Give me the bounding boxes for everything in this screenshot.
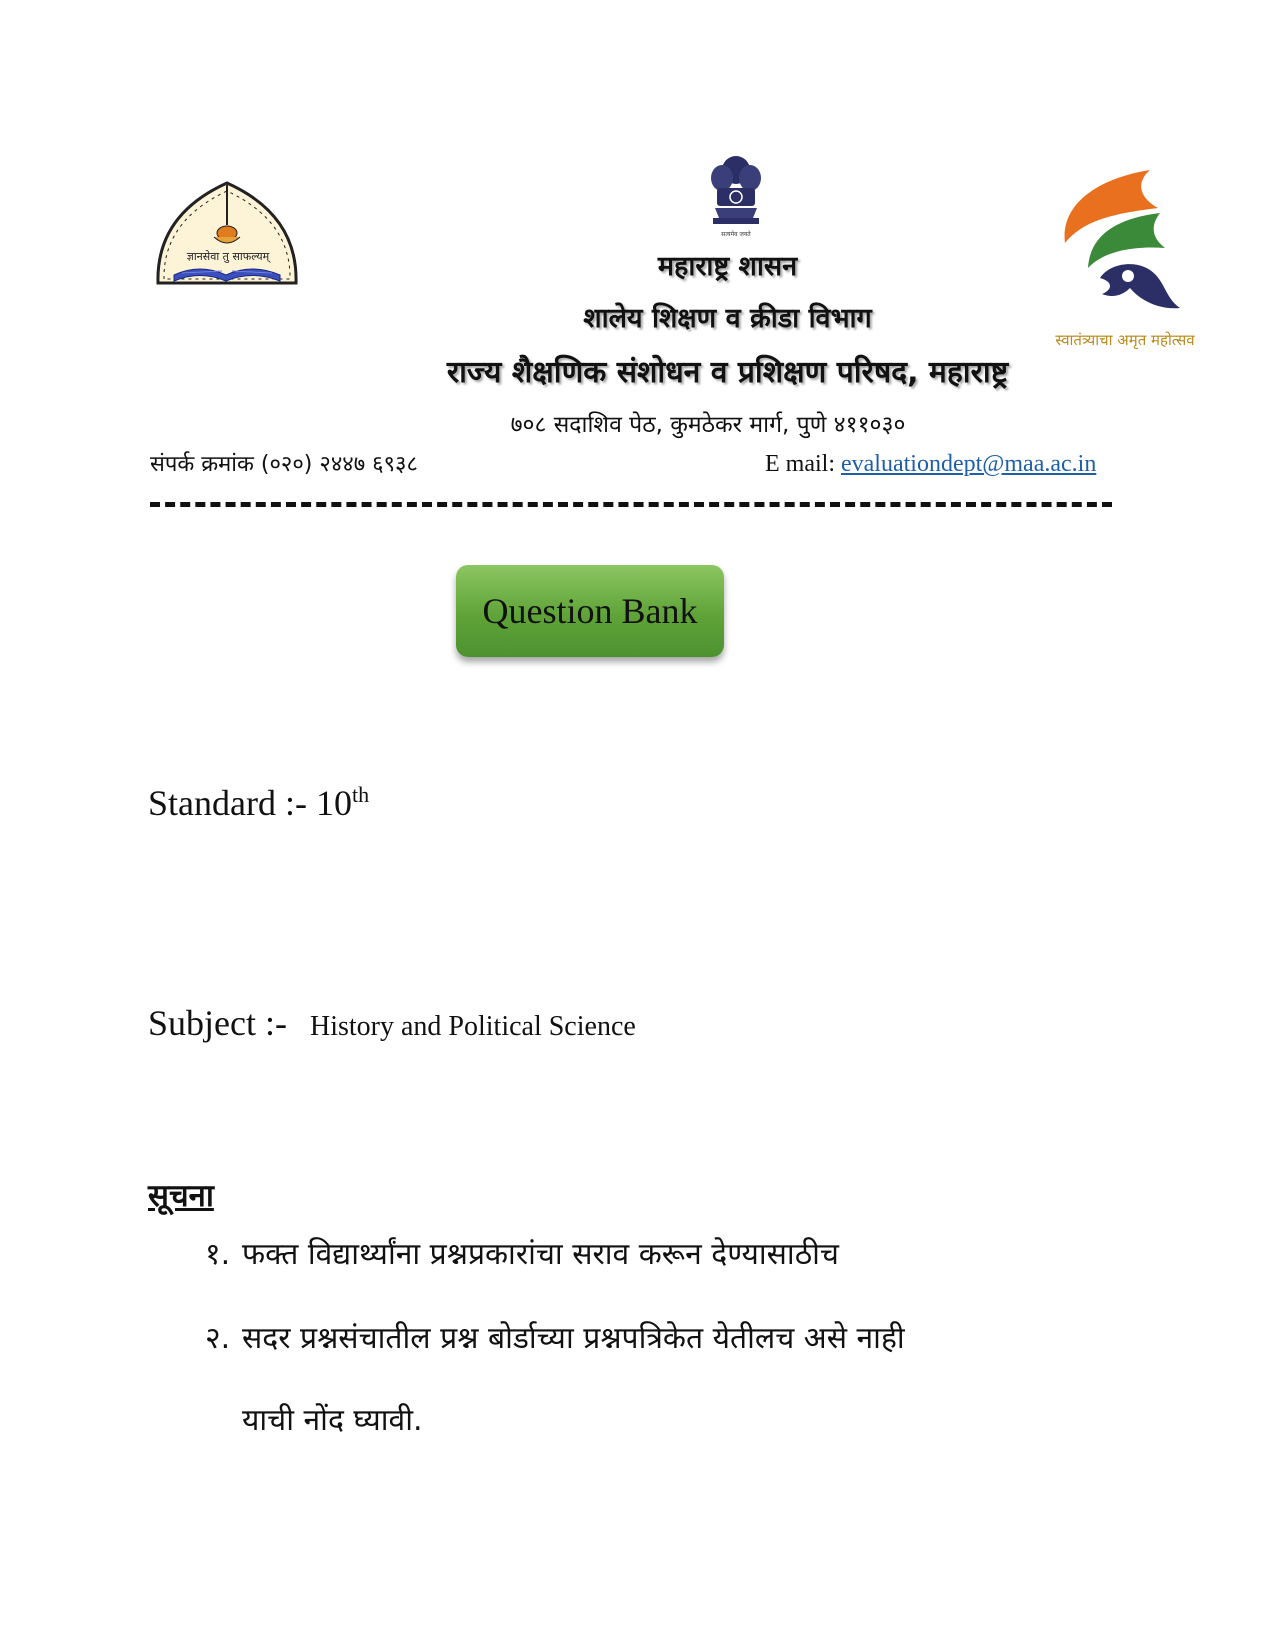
email-label: E mail:	[765, 451, 835, 477]
national-emblem-logo	[705, 150, 767, 242]
instructions-title: सूचना	[148, 1178, 214, 1214]
email-row	[765, 451, 1096, 478]
standard-label: Standard :-	[148, 783, 316, 823]
standard-value: 10	[315, 783, 352, 823]
left-logo-caption: ज्ञानसेवा तु साफल्यम्	[186, 250, 270, 263]
instruction-continuation: याची नोंद घ्यावी.	[242, 1403, 423, 1438]
question-bank-button[interactable]: Question Bank	[456, 565, 724, 657]
standard-row	[148, 782, 369, 824]
instruction-number: २.	[205, 1321, 231, 1356]
header-divider	[150, 502, 1112, 507]
lion-capital-icon	[705, 150, 767, 230]
instruction-number: १.	[205, 1237, 231, 1272]
council-heading: राज्य शैक्षणिक संशोधन व प्रशिक्षण परिषद, महाराष्ट्र	[446, 355, 1009, 390]
subject-row	[148, 1002, 636, 1044]
address-line: ७०८ सदाशिव पेठ, कुमठेकर मार्ग, पुणे ४११०३०	[510, 412, 906, 438]
right-logo-caption: स्वातंत्र्याचा अमृत महोत्सव	[1055, 331, 1195, 349]
department-heading: शालेय शिक्षण व क्रीडा विभाग	[583, 303, 872, 334]
government-heading: महाराष्ट्र शासन	[657, 251, 798, 282]
email-link[interactable]: evaluationdept@maa.ac.in	[840, 451, 1097, 477]
instruction-text: फक्त विद्यार्थ्यांना प्रश्नप्रकारांचा सराव करून देण्यासाठीच	[242, 1237, 839, 1272]
standard-suffix: th	[351, 782, 370, 807]
emblem-caption: सत्यमेव जयते	[721, 231, 751, 238]
instruction-text: सदर प्रश्नसंचातील प्रश्न बोर्डाच्या प्रश्नपत्रिकेत येतीलच असे नाही	[242, 1321, 905, 1356]
subject-label: Subject :-	[148, 1003, 296, 1043]
contact-number: संपर्क क्रमांक (०२०) २४४७ ६९३८	[150, 452, 418, 477]
subject-value: History and Political Science	[309, 1011, 636, 1042]
